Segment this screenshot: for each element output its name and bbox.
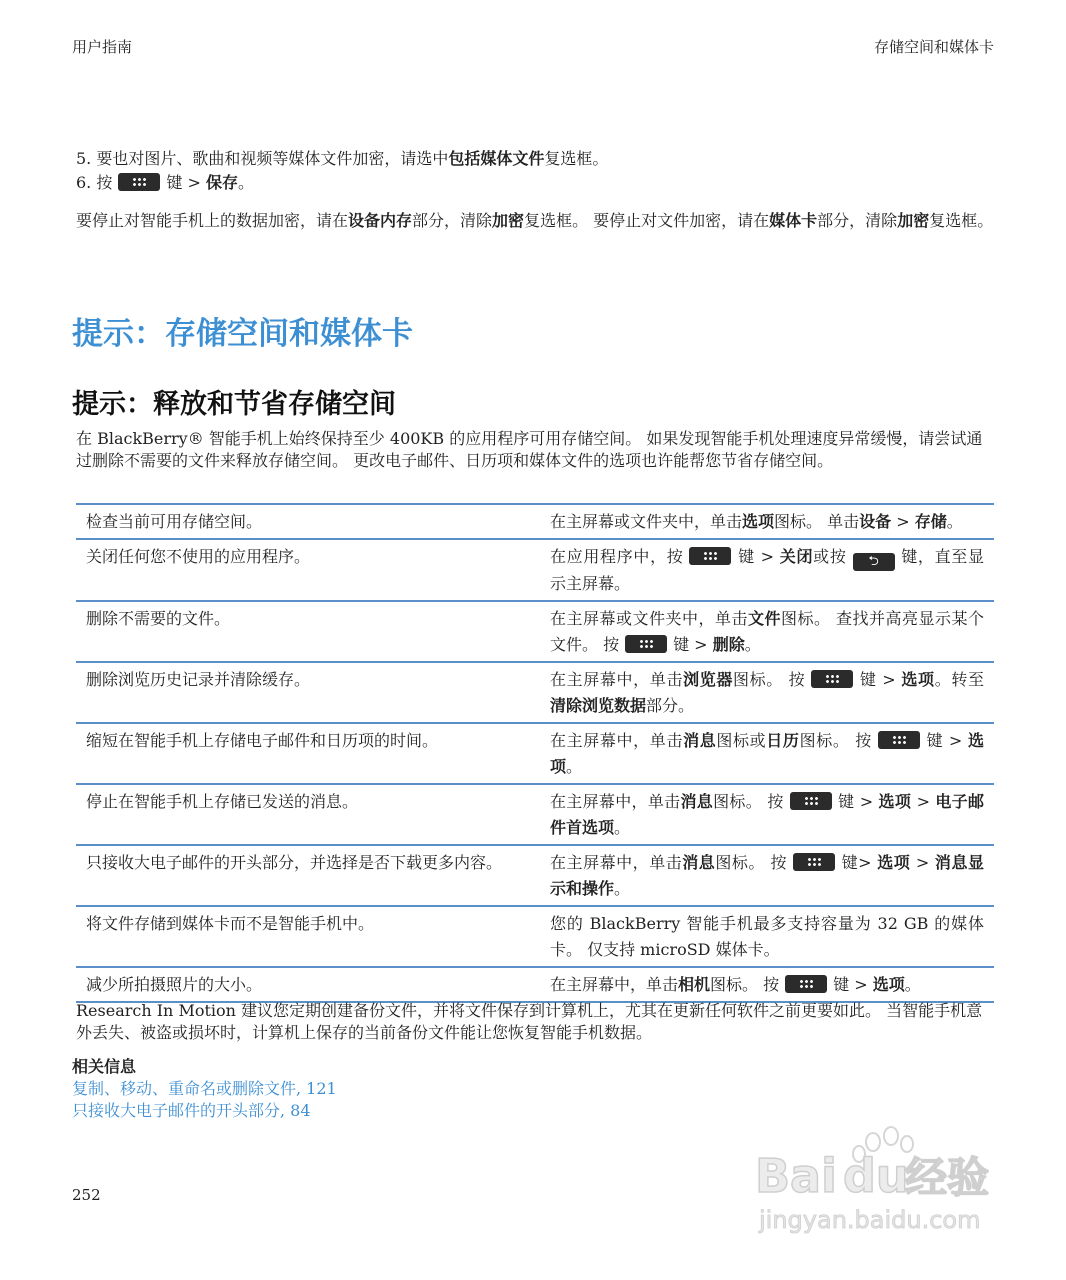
cell-text: 键，直至显示主屏幕。	[550, 547, 984, 593]
cell-bold: 存储	[914, 512, 947, 531]
action-cell	[530, 968, 994, 1001]
tip-cell: 删除浏览历史记录并清除缓存。	[86, 670, 311, 689]
cell-text: 在主屏幕或文件夹中，单击	[550, 512, 743, 531]
cell-text: 在主屏幕或文件夹中，单击	[550, 609, 748, 628]
table-row	[76, 722, 994, 783]
related-info-heading: 相关信息	[72, 1057, 137, 1076]
cell-text: 键 >	[925, 731, 963, 750]
cell-text: 图标。 查找并高亮显示某个文件。 按	[550, 609, 984, 654]
step-6	[76, 172, 254, 194]
action-cell	[530, 724, 994, 783]
cell-bold: 相机	[678, 975, 711, 994]
para-text: 部分，清除	[412, 211, 493, 230]
cell-text: 图标。 单击	[774, 512, 860, 531]
cell-bold: 选项	[550, 731, 984, 776]
step-5	[76, 148, 608, 170]
table-row	[76, 783, 994, 844]
para-bold: 媒体卡	[769, 211, 818, 230]
cell-text: 图标。 按	[799, 731, 872, 750]
cell-text: 键 >	[673, 635, 708, 654]
cell-bold: 消息	[682, 853, 716, 872]
tip-cell: 缩短在智能手机上存储电子邮件和日历项的时间。	[86, 731, 439, 750]
menu-key-icon	[793, 853, 835, 871]
step-5-text: 5. 要也对图片、歌曲和视频等媒体文件加密，请选中	[76, 149, 449, 168]
table-row	[76, 503, 994, 538]
cell-text: 键 >	[737, 547, 775, 566]
cell-text: 。转至	[934, 670, 984, 689]
action-cell	[530, 602, 994, 661]
cell-bold: 日历	[766, 731, 800, 750]
intro-paragraph: 在 BlackBerry® 智能手机上始终保持至少 400KB 的应用程序可用存储空间。 如果发现智能手机处理速度异常缓慢，请尝试通过删除不需要的文件来释放存储空间。 更改电子邮件、日历项和媒体文件的选项也许能帮您节省存储空间。	[76, 429, 983, 470]
cell-bold: 选项	[872, 975, 905, 994]
cell-bold: 选项	[901, 670, 935, 689]
cell-bold: 清除浏览数据	[550, 696, 647, 715]
action-cell	[530, 540, 994, 600]
page-number: 252	[72, 1186, 101, 1204]
cell-text: 在主屏幕中，单击	[550, 975, 679, 994]
cell-text: 图标或	[716, 731, 767, 750]
cell-bold: 电子邮件首选项	[550, 792, 984, 837]
cell-text: 键 >	[837, 792, 874, 811]
para-text: 复选框。	[929, 211, 994, 230]
table-row	[76, 538, 994, 600]
cell-text: 在主屏幕中，单击	[550, 792, 681, 811]
cell-bold: 选项	[878, 792, 912, 811]
cell-text: >	[911, 792, 936, 811]
watermark-bai: Bai	[755, 1149, 837, 1203]
cell-bold: 选项	[877, 853, 911, 872]
para-text: 要停止对智能手机上的数据加密，请在	[76, 211, 349, 230]
cell-bold: 消息显示和操作	[550, 853, 984, 898]
cell-text: 。	[566, 757, 583, 776]
cell-text: 图标。 按	[713, 792, 784, 811]
action-cell: 您的 BlackBerry 智能手机最多支持容量为 32 GB 的媒体卡。 仅支持 microSD 媒体卡。	[550, 914, 984, 959]
cell-text: 。	[904, 975, 921, 994]
cell-bold: 浏览器	[683, 670, 734, 689]
tips-table	[76, 503, 994, 1003]
para-text: 部分，清除	[817, 211, 898, 230]
menu-key-icon	[689, 547, 731, 565]
encryption-paragraph	[76, 210, 994, 232]
tip-cell: 检查当前可用存储空间。	[86, 512, 263, 531]
step-6-end: 。	[237, 173, 254, 192]
cell-bold: 删除	[712, 635, 745, 654]
menu-key-icon	[878, 731, 920, 749]
cell-text: 键>	[841, 853, 872, 872]
cell-text: 图标。 按	[733, 670, 806, 689]
action-cell	[530, 505, 994, 538]
tip-cell: 将文件存储到媒体卡而不是智能手机中。	[86, 914, 375, 933]
step-5-bold: 包括媒体文件	[448, 149, 545, 168]
table-row	[76, 905, 994, 966]
action-cell	[530, 785, 994, 844]
watermark-du: du	[843, 1149, 909, 1203]
watermark-url: jingyan.baidu.com	[759, 1206, 981, 1234]
related-link-copy-files[interactable]: 复制、移动、重命名或删除文件, 121	[72, 1079, 337, 1098]
cell-bold: 选项	[742, 512, 775, 531]
cell-text: 图标。 按	[715, 853, 788, 872]
cell-text: 图标。 按	[710, 975, 780, 994]
escape-key-icon: ⮌	[853, 553, 895, 571]
tip-cell: 删除不需要的文件。	[86, 609, 231, 628]
menu-key-icon	[118, 173, 160, 191]
cell-text: 键 >	[859, 670, 896, 689]
related-link-email-header[interactable]: 只接收大电子邮件的开头部分, 84	[72, 1101, 311, 1120]
cell-bold: 消息	[680, 792, 714, 811]
cell-bold: 文件	[747, 609, 781, 628]
subsection-heading: 提示：释放和节省存储空间	[72, 389, 396, 420]
watermark-jingyan: 经验	[905, 1153, 990, 1202]
menu-key-icon	[785, 975, 827, 993]
step-5-end: 复选框。	[544, 149, 609, 168]
cell-text: 在主屏幕中，单击	[550, 853, 683, 872]
step-6-bold: 保存	[205, 173, 238, 192]
para-bold: 设备内存	[348, 211, 413, 230]
cell-text: 在主屏幕中，单击	[550, 670, 684, 689]
para-bold: 加密	[897, 211, 930, 230]
step-6-key-text: 键 >	[166, 173, 201, 192]
backup-paragraph: Research In Motion 建议您定期创建备份文件，并将文件保存到计算机上，尤其在更新任何软件之前更要如此。 当智能手机意外丢失、被盗或损坏时，计算机上保存的当前备份文件能让您恢复智能手机数据。	[76, 1001, 983, 1042]
tip-cell: 只接收大电子邮件的开头部分，并选择是否下载更多内容。	[86, 853, 503, 872]
table-row	[76, 966, 994, 1003]
cell-text: 。	[946, 512, 963, 531]
menu-key-icon	[790, 792, 832, 810]
para-bold: 加密	[492, 211, 525, 230]
tip-cell: 停止在智能手机上存储已发送的消息。	[86, 792, 359, 811]
cell-text: 部分。	[646, 696, 695, 715]
cell-bold: 消息	[683, 731, 717, 750]
section-heading: 提示：存储空间和媒体卡	[72, 316, 413, 352]
cell-bold: 关闭	[779, 547, 814, 566]
running-header-right: 存储空间和媒体卡	[873, 38, 994, 56]
tip-cell: 减少所拍摄照片的大小。	[86, 975, 263, 994]
cell-text: >	[910, 853, 935, 872]
cell-text: 在应用程序中，按	[550, 547, 684, 566]
action-cell	[530, 846, 994, 905]
cell-text: 。	[614, 818, 631, 837]
baidu-watermark	[755, 1120, 1005, 1235]
para-text: 复选框。 要停止对文件加密，请在	[524, 211, 770, 230]
action-cell	[530, 663, 994, 722]
cell-text: 或按	[813, 547, 847, 566]
cell-bold: 设备	[859, 512, 892, 531]
cell-text: 在主屏幕中，单击	[550, 731, 684, 750]
menu-key-icon	[625, 635, 667, 653]
cell-text: 。	[744, 635, 761, 654]
table-row	[76, 600, 994, 661]
cell-text: 。	[614, 879, 631, 898]
cell-text: >	[891, 512, 915, 531]
tip-cell: 关闭任何您不使用的应用程序。	[86, 547, 311, 566]
running-header-left: 用户指南	[72, 38, 133, 56]
step-6-text: 6. 按	[76, 173, 113, 192]
table-row	[76, 661, 994, 722]
menu-key-icon	[811, 670, 853, 688]
cell-text: 键 >	[833, 975, 868, 994]
table-row	[76, 844, 994, 905]
